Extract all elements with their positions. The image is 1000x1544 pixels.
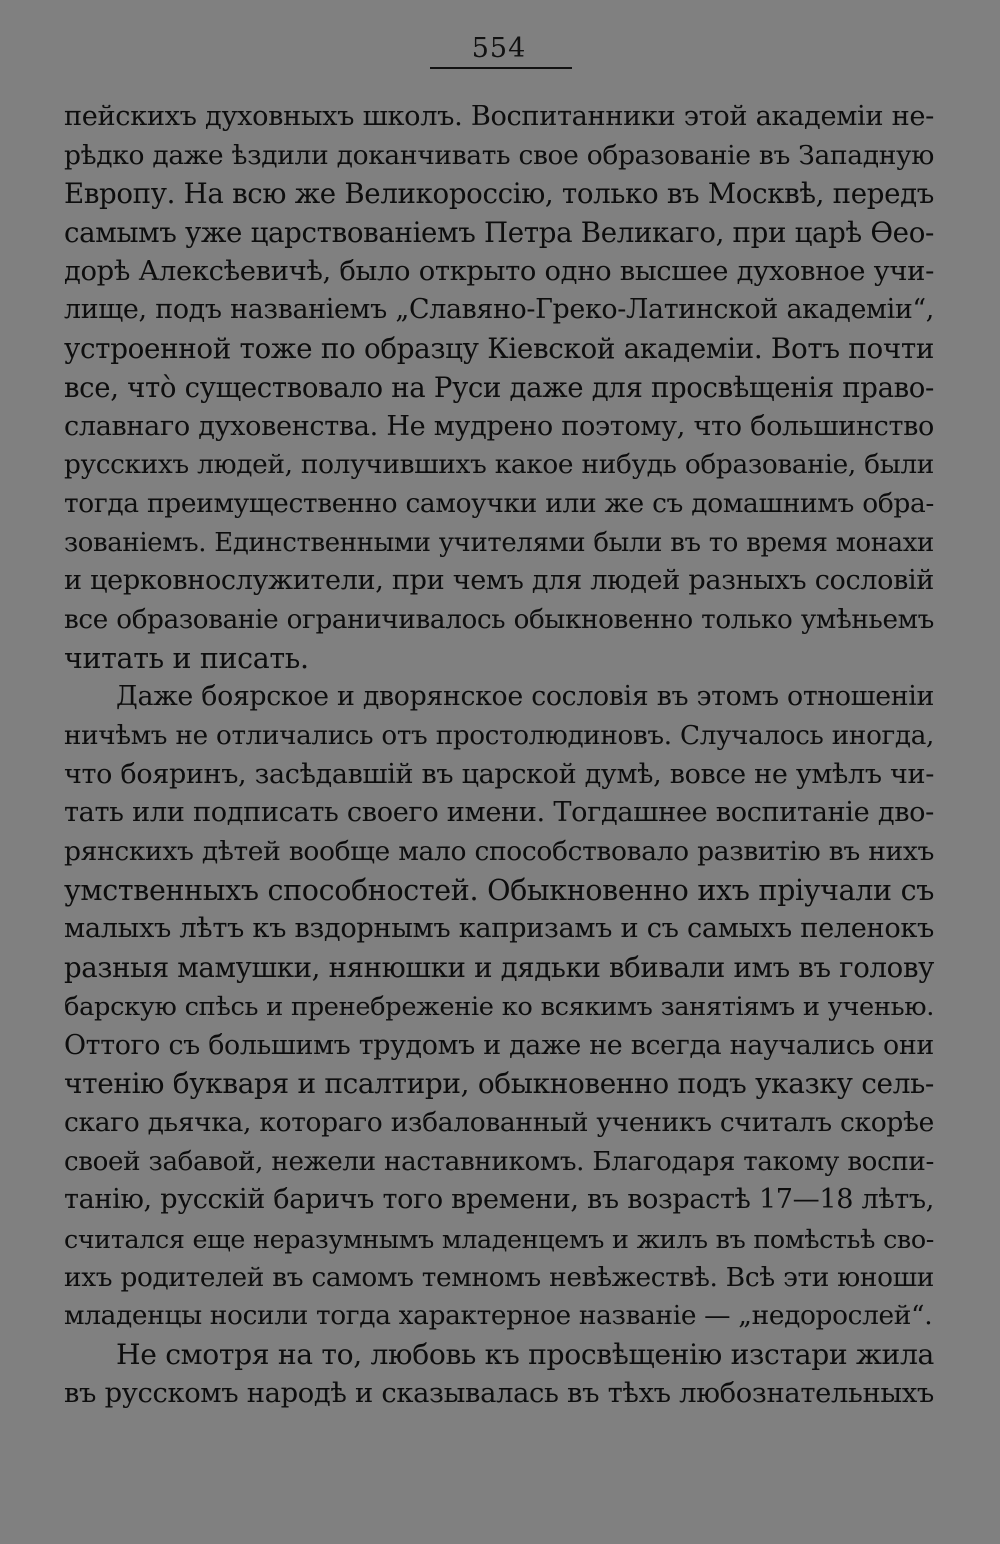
text-line: самымъ уже царствованіемъ Петра Великаго, при царѣ Ѳео- — [64, 216, 934, 250]
text-line: считался еще неразумнымъ младенцемъ и жилъ въ помѣстьѣ сво- — [64, 1223, 934, 1254]
page-header — [64, 34, 934, 64]
text-line: устроенной тоже по образцу Кіевской академіи. Вотъ почти — [64, 332, 934, 366]
text-line: тогда преимущественно самоучки или же съ домашнимъ обра- — [64, 487, 934, 519]
text-line: разныя мамушки, нянюшки и дядьки вбивали имъ въ голову — [64, 951, 934, 985]
text-line: скаго дьячка, котораго избалованный ученикъ считалъ скорѣе — [64, 1106, 934, 1138]
text-line: читать и писать. — [64, 641, 309, 675]
text-line: что бояринъ, засѣдавшій въ царской думѣ, вовсе не умѣлъ чи- — [64, 758, 934, 790]
text-line: Не смотря на то, любовь къ просвѣщенію изстари жила — [116, 1338, 934, 1371]
text-line: ихъ родителей въ самомъ темномъ невѣжествѣ. Всѣ эти юноши — [64, 1262, 934, 1293]
text-line: своей забавой, нежели наставникомъ. Благодаря такому воспи- — [64, 1146, 934, 1177]
text-line: пейскихъ духовныхъ школъ. Воспитанники этой академіи не- — [64, 101, 934, 132]
text-line: Европу. На всю же Великороссію, только въ Москвѣ, передъ — [64, 177, 934, 211]
text-line: и церковнослужители, при чемъ для людей разныхъ сословій — [64, 565, 934, 597]
text-line: танію, русскій баричъ того времени, въ возрастѣ 17—18 лѣтъ, — [64, 1184, 934, 1216]
book-page — [64, 0, 934, 1544]
text-line: зованіемъ. Единственными учителями были въ то время монахи — [64, 527, 934, 558]
text-line: въ русскомъ народѣ и сказывалась въ тѣхъ любознательныхъ — [64, 1377, 934, 1409]
header-rule — [430, 67, 572, 69]
text-line: тать или подписать своего имени. Тогдашнее воспитаніе дво- — [64, 797, 934, 829]
body-text — [64, 98, 934, 1413]
text-line: рянскихъ дѣтей вообще мало способствовало развитію въ нихъ — [64, 836, 934, 868]
text-line: чтенію букваря и псалтири, обыкновенно подъ указку сель- — [64, 1067, 934, 1101]
text-line: рѣдко даже ѣздили доканчивать свое образованіе въ Западную — [64, 139, 934, 171]
text-line: ничѣмъ не отличались отъ простолюдиновъ. Случалось иногда, — [64, 721, 934, 751]
text-line: младенцы носили тогда характерное названіе — „недорослей“. — [64, 1300, 933, 1332]
text-line: барскую спѣсь и пренебреженіе ко всякимъ занятіямъ и ученью. — [64, 991, 934, 1022]
text-line: Оттого съ большимъ трудомъ и даже не всегда научались они — [64, 1029, 934, 1061]
text-line: умственныхъ способностей. Обыкновенно ихъ пріучали съ — [64, 873, 934, 907]
text-line: Даже боярское и дворянское сословія въ этомъ отношеніи — [116, 681, 934, 713]
text-line: русскихъ людей, получившихъ какое нибудь образованіе, были — [64, 450, 934, 481]
page-number: 554 — [471, 33, 527, 64]
text-line: лище, подъ названіемъ „Славяно-Греко-Латинской академіи“, — [64, 294, 934, 326]
text-line: малыхъ лѣтъ къ вздорнымъ капризамъ и съ самыхъ пеленокъ — [64, 913, 934, 945]
text-line: все, что̀ существовало на Руси даже для просвѣщенія право- — [64, 371, 934, 404]
text-line: все образованіе ограничивалось обыкновенно только умѣньемъ — [64, 604, 934, 635]
text-line: дорѣ Алексѣевичѣ, было открыто одно высшее духовное учи- — [64, 255, 934, 287]
text-line: славнаго духовенства. Не мудрено поэтому, что большинство — [64, 410, 934, 442]
